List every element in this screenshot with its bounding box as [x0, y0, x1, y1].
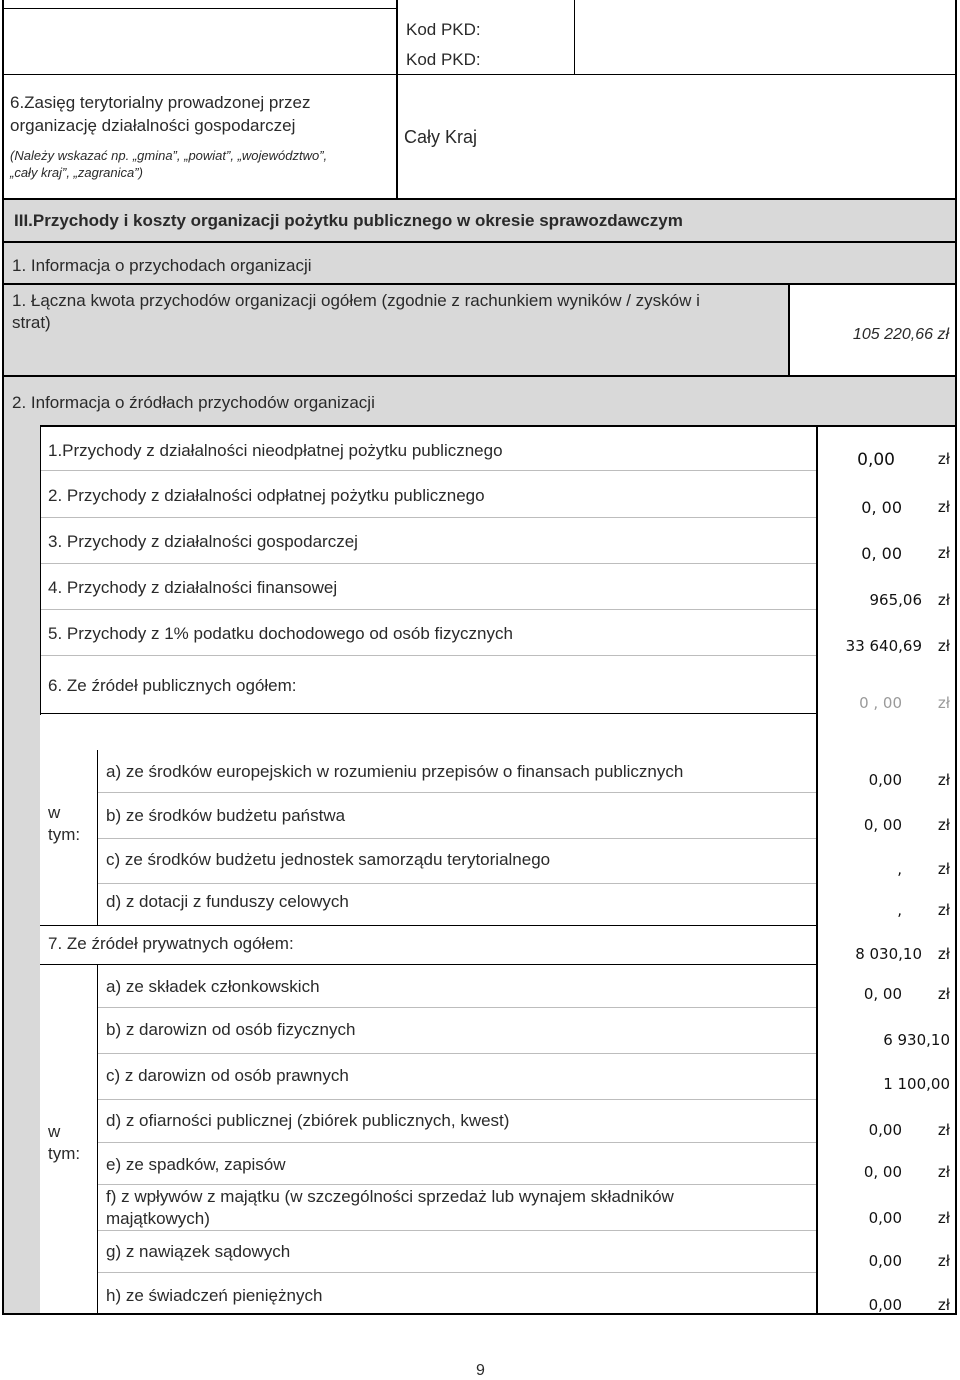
public-item-value[interactable]: 0,00 [868, 771, 902, 789]
public-item-label: c) ze środków budżetu jednostek samorządu terytorialnego [106, 850, 551, 869]
source-label: 1.Przychody z działalności nieodpłatnej pożytku publicznego [48, 441, 503, 460]
public-wtym-line1: w [48, 803, 61, 822]
currency-label: zł [937, 945, 950, 963]
private-item-label: e) ze spadków, zapisów [106, 1155, 286, 1174]
scope-label-line1: 6.Zasięg terytorialny prowadzonej przez [10, 93, 311, 112]
pkd-label-2: Kod PKD: [406, 50, 481, 69]
currency-label: zł [937, 860, 950, 878]
private-wtym-line2: tym: [48, 1144, 81, 1163]
private-item-label: h) ze świadczeń pieniężnych [106, 1286, 323, 1305]
source-value[interactable]: 0 , 00 [859, 694, 902, 712]
private-item-label: b) z darowizn od osób fizycznych [106, 1020, 356, 1039]
private-item-value[interactable]: 0, 00 [863, 1163, 902, 1181]
private-item-value[interactable]: 0, 00 [863, 985, 902, 1003]
public-item-label: b) ze środków budżetu państwa [106, 806, 346, 825]
left-margin [2, 425, 40, 1315]
section-3-title: III.Przychody i koszty organizacji pożytku publicznego w okresie sprawozdawczym [14, 211, 683, 230]
currency-label: zł [937, 450, 950, 468]
source-label: 4. Przychody z działalności finansowej [48, 578, 338, 597]
source-label: 3. Przychody z działalności gospodarczej [48, 532, 358, 551]
total-income-value: 105 220,66 zł [852, 326, 949, 343]
currency-label: zł [937, 816, 950, 834]
public-item-value[interactable]: 0, 00 [863, 816, 902, 834]
section-3-header [2, 200, 957, 243]
private-item-label: g) z nawiązek sądowych [106, 1242, 291, 1261]
income-info-box [2, 243, 957, 377]
private-item-label: c) z darowizn od osób prawnych [106, 1066, 349, 1085]
currency-label: zł [937, 1121, 950, 1139]
sources-header [2, 377, 957, 425]
public-item-label: d) z dotacji z funduszy celowych [106, 892, 349, 911]
source-value[interactable]: 33 640,69 [845, 637, 922, 655]
source-value[interactable]: 0, 00 [861, 498, 902, 517]
scope-note-line2: „cały kraj”, „zagranica”) [10, 165, 143, 180]
source-value[interactable]: 0,00 [857, 450, 895, 470]
income-info-title: 1. Informacja o przychodach organizacji [12, 256, 312, 275]
source-value[interactable]: 965,06 [869, 591, 922, 609]
private-item-value[interactable]: 0,00 [868, 1209, 902, 1227]
currency-label: zł [937, 1163, 950, 1181]
public-item-value[interactable]: , [897, 860, 902, 878]
currency-label: zł [937, 985, 950, 1003]
private-item-label: f) z wpływów z majątku (w szczególności sprzedaż lub wynajem składników [106, 1187, 674, 1206]
currency-label: zł [937, 544, 950, 562]
scope-note-line1: (Należy wskazać np. „gmina”, „powiat”, „województwo”, [10, 148, 328, 163]
public-item-value[interactable]: , [897, 901, 902, 919]
private-item-label: d) z ofiarności publicznej (zbiórek publicznych, kwest) [106, 1111, 510, 1130]
currency-label: zł [937, 591, 950, 609]
private-item-value[interactable]: 0,00 [868, 1296, 902, 1314]
sources-title: 2. Informacja o źródłach przychodów organizacji [12, 393, 375, 412]
private-item-value[interactable]: 0,00 [868, 1252, 902, 1270]
currency-label: zł [937, 771, 950, 789]
page-number: 9 [476, 1362, 485, 1379]
scope-label-line2: organizację działalności gospodarczej [10, 116, 296, 135]
scope-value[interactable]: Cały Kraj [404, 127, 478, 147]
private-item-value[interactable]: 1 100,00 [883, 1075, 950, 1093]
private-total-value[interactable]: 8 030,10 [855, 945, 922, 963]
private-wtym-line1: w [48, 1122, 61, 1141]
total-income-value-box[interactable] [788, 285, 955, 375]
private-total-label: 7. Ze źródeł prywatnych ogółem: [48, 934, 294, 953]
source-value[interactable]: 0, 00 [861, 544, 902, 563]
currency-label: zł [937, 1296, 950, 1314]
private-item-value[interactable]: 6 930,10 [883, 1031, 950, 1049]
source-label: 2. Przychody z działalności odpłatnej pożytku publicznego [48, 486, 485, 505]
source-label: 5. Przychody z 1% podatku dochodowego od osób fizycznych [48, 624, 513, 643]
private-item-value[interactable]: 0,00 [868, 1121, 902, 1139]
currency-label: zł [937, 694, 950, 712]
currency-label: zł [937, 498, 950, 516]
pkd-value-field[interactable] [575, 10, 955, 72]
currency-label: zł [937, 1209, 950, 1227]
pkd-label-1: Kod PKD: [406, 20, 481, 39]
total-income-label-line2: strat) [12, 313, 51, 332]
currency-label: zł [937, 637, 950, 655]
source-label: 6. Ze źródeł publicznych ogółem: [48, 676, 297, 695]
public-item-label: a) ze środków europejskich w rozumieniu przepisów o finansach publicznych [106, 762, 684, 781]
currency-label: zł [937, 901, 950, 919]
private-item-label-line2: majątkowych) [106, 1209, 210, 1228]
total-income-label-line1: 1. Łączna kwota przychodów organizacji ogółem (zgodnie z rachunkiem wyników / zysków i [12, 291, 700, 310]
currency-label: zł [937, 1252, 950, 1270]
private-item-label: a) ze składek członkowskich [106, 977, 320, 996]
public-wtym-line2: tym: [48, 825, 81, 844]
